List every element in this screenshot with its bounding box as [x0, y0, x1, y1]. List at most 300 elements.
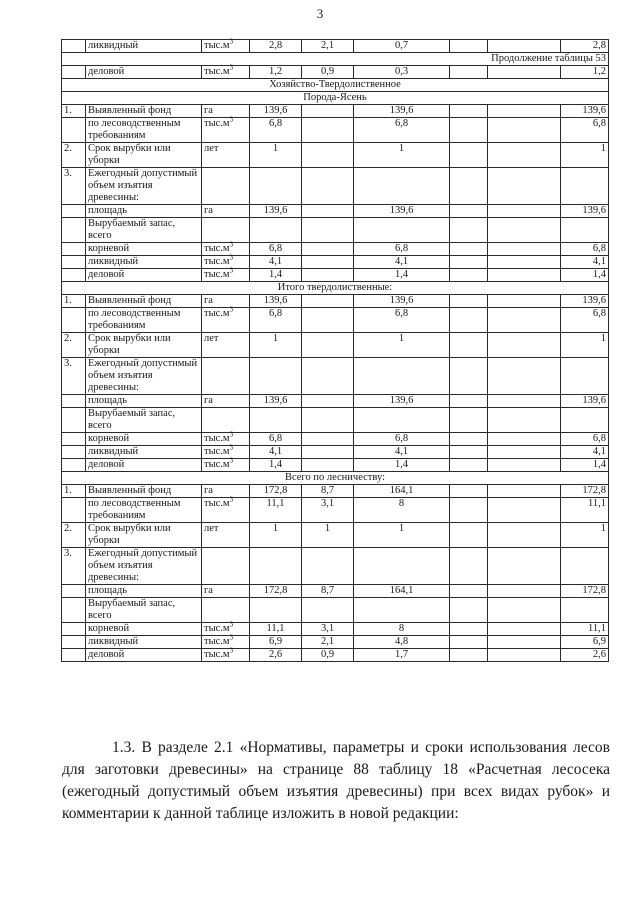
value-total: 2,8 [561, 40, 609, 53]
section-header-row [62, 472, 609, 485]
value-col-4 [450, 498, 488, 523]
row-number: 2. [62, 143, 86, 168]
value-col-2 [302, 143, 354, 168]
row-number: 1. [62, 295, 86, 308]
row-name: корневой [86, 433, 202, 446]
value-col-4 [450, 143, 488, 168]
value-col-1: 139,6 [250, 295, 302, 308]
value-col-2 [302, 218, 354, 243]
value-col-1 [250, 408, 302, 433]
value-col-4 [450, 168, 488, 205]
value-total: 6,8 [561, 433, 609, 446]
value-col-5 [488, 105, 561, 118]
value-col-3: 1,7 [354, 649, 450, 662]
value-col-5 [488, 333, 561, 358]
row-unit: лет [202, 143, 250, 168]
value-col-1 [250, 598, 302, 623]
table-row [62, 105, 609, 118]
value-total [561, 548, 609, 585]
table-row [62, 446, 609, 459]
value-col-5 [488, 498, 561, 523]
value-col-4 [450, 433, 488, 446]
value-col-1: 6,8 [250, 118, 302, 143]
row-unit: $тыс.м^3$ [202, 269, 250, 282]
value-col-2 [302, 598, 354, 623]
value-col-3: 139,6 [354, 205, 450, 218]
row-number [62, 598, 86, 623]
table-row [62, 498, 609, 523]
row-name: площадь [86, 205, 202, 218]
value-col-3: 0,7 [354, 40, 450, 53]
row-unit: $тыс.м^3$ [202, 118, 250, 143]
table-row [62, 308, 609, 333]
row-name: ликвидный [86, 636, 202, 649]
row-number [62, 269, 86, 282]
row-unit: га [202, 585, 250, 598]
table-row [62, 459, 609, 472]
value-col-4 [450, 295, 488, 308]
value-col-1: 1,4 [250, 269, 302, 282]
table-row [62, 269, 609, 282]
value-col-1: 11,1 [250, 623, 302, 636]
value-col-5 [488, 269, 561, 282]
value-total: 6,8 [561, 243, 609, 256]
row-name: Вырубаемый запас, всего [86, 408, 202, 433]
value-col-2: 8,7 [302, 485, 354, 498]
value-total: 6,8 [561, 118, 609, 143]
row-unit [202, 358, 250, 395]
value-col-5 [488, 118, 561, 143]
value-col-5 [488, 40, 561, 53]
value-col-2: 2,1 [302, 40, 354, 53]
row-number [62, 308, 86, 333]
value-col-2 [302, 446, 354, 459]
row-number: 3. [62, 548, 86, 585]
row-unit: га [202, 485, 250, 498]
row-unit: $тыс.м^3$ [202, 649, 250, 662]
value-col-4 [450, 649, 488, 662]
row-name: корневой [86, 623, 202, 636]
value-col-3: 6,8 [354, 308, 450, 333]
value-col-2 [302, 295, 354, 308]
row-name: Срок вырубки или уборки [86, 523, 202, 548]
value-col-2 [302, 105, 354, 118]
section-header: Хозяйство-Твердолиственное [62, 79, 609, 92]
value-col-5 [488, 243, 561, 256]
row-name: Выявленный фонд [86, 105, 202, 118]
value-col-1: 6,8 [250, 243, 302, 256]
table-row [62, 40, 609, 53]
value-col-5 [488, 256, 561, 269]
value-col-2 [302, 459, 354, 472]
value-col-4 [450, 408, 488, 433]
row-number [62, 649, 86, 662]
value-col-5 [488, 168, 561, 205]
row-unit: $тыс.м^3$ [202, 40, 250, 53]
value-total [561, 408, 609, 433]
value-total: 11,1 [561, 498, 609, 523]
row-number [62, 585, 86, 598]
row-unit: $тыс.м^3$ [202, 636, 250, 649]
row-number [62, 256, 86, 269]
value-col-1 [250, 218, 302, 243]
value-col-3 [354, 598, 450, 623]
table-row [62, 408, 609, 433]
value-col-3: 4,8 [354, 636, 450, 649]
page-number: 3 [316, 6, 324, 21]
row-unit [202, 168, 250, 205]
table-row [62, 636, 609, 649]
value-col-1 [250, 168, 302, 205]
value-col-1: 172,8 [250, 485, 302, 498]
value-col-5 [488, 205, 561, 218]
row-name: Ежегодный допустимый объем изъятия древесины: [86, 168, 202, 205]
row-name: корневой [86, 243, 202, 256]
value-col-3: 1 [354, 143, 450, 168]
row-name: деловой [86, 649, 202, 662]
value-col-3: 164,1 [354, 485, 450, 498]
value-col-2 [302, 269, 354, 282]
table-row [62, 168, 609, 205]
value-total: 6,8 [561, 308, 609, 333]
table-row [62, 358, 609, 395]
value-col-4 [450, 205, 488, 218]
value-col-2 [302, 168, 354, 205]
value-total: 1 [561, 333, 609, 358]
value-col-4 [450, 256, 488, 269]
table-row [62, 598, 609, 623]
value-col-5 [488, 358, 561, 395]
value-col-3: 1,4 [354, 459, 450, 472]
table-row [62, 143, 609, 168]
value-col-5 [488, 446, 561, 459]
row-unit: $тыс.м^3$ [202, 66, 250, 79]
row-name: деловой [86, 66, 202, 79]
value-col-4 [450, 269, 488, 282]
row-name: площадь [86, 395, 202, 408]
value-total: 1,2 [561, 66, 609, 79]
value-col-4 [450, 623, 488, 636]
value-col-1: 6,8 [250, 308, 302, 333]
value-col-2 [302, 358, 354, 395]
value-col-3: 1 [354, 333, 450, 358]
table-row [62, 256, 609, 269]
value-col-5 [488, 408, 561, 433]
value-col-2 [302, 205, 354, 218]
row-number [62, 66, 86, 79]
value-col-4 [450, 308, 488, 333]
value-col-3: 4,1 [354, 446, 450, 459]
value-col-3: 139,6 [354, 395, 450, 408]
value-col-2 [302, 548, 354, 585]
value-col-4 [450, 66, 488, 79]
value-total: 4,1 [561, 446, 609, 459]
value-total: 1,4 [561, 269, 609, 282]
row-number [62, 459, 86, 472]
value-col-3 [354, 218, 450, 243]
value-total: 11,1 [561, 623, 609, 636]
section-header-row [62, 79, 609, 92]
row-number [62, 118, 86, 143]
value-col-4 [450, 243, 488, 256]
table-row [62, 548, 609, 585]
value-col-2 [302, 256, 354, 269]
row-name: ликвидный [86, 446, 202, 459]
row-number [62, 623, 86, 636]
value-col-2 [302, 118, 354, 143]
value-col-3: 6,8 [354, 118, 450, 143]
row-number: 2. [62, 333, 86, 358]
value-col-1 [250, 548, 302, 585]
row-number [62, 636, 86, 649]
value-col-1: 4,1 [250, 446, 302, 459]
value-col-1: 6,9 [250, 636, 302, 649]
value-total: 139,6 [561, 105, 609, 118]
table-row [62, 395, 609, 408]
value-col-5 [488, 598, 561, 623]
row-name: по лесоводственным требованиям [86, 498, 202, 523]
value-col-5 [488, 485, 561, 498]
row-name: Вырубаемый запас, всего [86, 598, 202, 623]
value-total [561, 218, 609, 243]
value-col-2: 2,1 [302, 636, 354, 649]
value-col-2: 8,7 [302, 585, 354, 598]
row-name: Срок вырубки или уборки [86, 333, 202, 358]
row-unit [202, 218, 250, 243]
row-unit: га [202, 395, 250, 408]
table-row [62, 295, 609, 308]
row-number: 1. [62, 485, 86, 498]
value-col-3 [354, 548, 450, 585]
value-col-4 [450, 523, 488, 548]
value-col-4 [450, 585, 488, 598]
row-unit: $тыс.м^3$ [202, 446, 250, 459]
value-col-3: 8 [354, 498, 450, 523]
row-number [62, 395, 86, 408]
section-header-row [62, 53, 609, 66]
value-total: 1 [561, 523, 609, 548]
value-total: 6,9 [561, 636, 609, 649]
row-unit: га [202, 205, 250, 218]
row-name: по лесоводственным требованиям [86, 118, 202, 143]
value-col-1: 1,4 [250, 459, 302, 472]
value-col-3: 6,8 [354, 243, 450, 256]
value-col-5 [488, 623, 561, 636]
value-total [561, 168, 609, 205]
value-col-3: 1 [354, 523, 450, 548]
row-name: площадь [86, 585, 202, 598]
value-col-2: 3,1 [302, 498, 354, 523]
value-col-4 [450, 636, 488, 649]
row-name: ликвидный [86, 256, 202, 269]
value-col-4 [450, 395, 488, 408]
row-unit: $тыс.м^3$ [202, 623, 250, 636]
value-col-1: 1,2 [250, 66, 302, 79]
value-col-1: 2,6 [250, 649, 302, 662]
value-col-5 [488, 295, 561, 308]
table-row [62, 205, 609, 218]
value-col-5 [488, 548, 561, 585]
row-number [62, 446, 86, 459]
section-header: Продолжение таблицы 53 [62, 53, 609, 66]
row-unit: $тыс.м^3$ [202, 498, 250, 523]
row-unit [202, 548, 250, 585]
table-row [62, 333, 609, 358]
value-col-1: 1 [250, 143, 302, 168]
section-header: Порода-Ясень [62, 92, 609, 105]
table-row [62, 243, 609, 256]
value-total: 1 [561, 143, 609, 168]
value-col-1: 2,8 [250, 40, 302, 53]
row-name: деловой [86, 269, 202, 282]
value-col-3 [354, 408, 450, 433]
value-col-2: 0,9 [302, 649, 354, 662]
value-col-3: 4,1 [354, 256, 450, 269]
forest-table [61, 39, 609, 662]
table-row [62, 485, 609, 498]
value-col-3 [354, 168, 450, 205]
value-col-3: 1,4 [354, 269, 450, 282]
value-col-2 [302, 395, 354, 408]
value-col-2 [302, 433, 354, 446]
row-unit: $тыс.м^3$ [202, 243, 250, 256]
row-unit: $тыс.м^3$ [202, 308, 250, 333]
row-name: Выявленный фонд [86, 485, 202, 498]
row-number: 1. [62, 105, 86, 118]
value-col-3: 8 [354, 623, 450, 636]
row-number [62, 40, 86, 53]
value-col-1: 6,8 [250, 433, 302, 446]
row-number [62, 205, 86, 218]
row-unit: $тыс.м^3$ [202, 433, 250, 446]
value-col-5 [488, 143, 561, 168]
value-col-1: 172,8 [250, 585, 302, 598]
table-row [62, 433, 609, 446]
row-unit [202, 598, 250, 623]
table-row [62, 623, 609, 636]
row-name: Ежегодный допустимый объем изъятия древесины: [86, 358, 202, 395]
row-name: ликвидный [86, 40, 202, 53]
value-col-4 [450, 459, 488, 472]
table-row [62, 649, 609, 662]
table-row [62, 118, 609, 143]
row-number [62, 433, 86, 446]
value-col-5 [488, 459, 561, 472]
value-total: 4,1 [561, 256, 609, 269]
value-col-2 [302, 243, 354, 256]
value-col-5 [488, 636, 561, 649]
value-col-3: 164,1 [354, 585, 450, 598]
value-col-3: 139,6 [354, 105, 450, 118]
value-total: 2,6 [561, 649, 609, 662]
row-name: Срок вырубки или уборки [86, 143, 202, 168]
value-col-2 [302, 333, 354, 358]
value-col-1: 11,1 [250, 498, 302, 523]
row-name: по лесоводственным требованиям [86, 308, 202, 333]
value-total: 139,6 [561, 205, 609, 218]
value-total [561, 598, 609, 623]
value-col-2: 1 [302, 523, 354, 548]
row-name: Вырубаемый запас, всего [86, 218, 202, 243]
value-total: 139,6 [561, 295, 609, 308]
table-row [62, 523, 609, 548]
row-number [62, 218, 86, 243]
value-col-4 [450, 333, 488, 358]
value-col-4 [450, 358, 488, 395]
row-unit: $тыс.м^3$ [202, 256, 250, 269]
value-col-2: 3,1 [302, 623, 354, 636]
value-col-1: 4,1 [250, 256, 302, 269]
value-col-4 [450, 485, 488, 498]
value-col-1: 139,6 [250, 105, 302, 118]
value-col-5 [488, 585, 561, 598]
value-col-5 [488, 308, 561, 333]
row-unit: лет [202, 523, 250, 548]
value-col-3 [354, 358, 450, 395]
value-col-5 [488, 523, 561, 548]
value-col-1: 139,6 [250, 395, 302, 408]
row-unit: лет [202, 333, 250, 358]
value-col-5 [488, 66, 561, 79]
row-number: 3. [62, 168, 86, 205]
value-total [561, 358, 609, 395]
section-header-row [62, 282, 609, 295]
table-row [62, 218, 609, 243]
value-col-4 [450, 548, 488, 585]
value-col-5 [488, 218, 561, 243]
value-col-1: 139,6 [250, 205, 302, 218]
row-unit [202, 408, 250, 433]
value-col-2 [302, 308, 354, 333]
value-col-3: 6,8 [354, 433, 450, 446]
value-col-1: 1 [250, 523, 302, 548]
row-number: 2. [62, 523, 86, 548]
value-col-5 [488, 433, 561, 446]
row-number [62, 498, 86, 523]
value-total: 139,6 [561, 395, 609, 408]
row-unit: $тыс.м^3$ [202, 459, 250, 472]
row-number [62, 243, 86, 256]
table-row [62, 66, 609, 79]
row-name: Ежегодный допустимый объем изъятия древесины: [86, 548, 202, 585]
value-total: 172,8 [561, 485, 609, 498]
row-name: деловой [86, 459, 202, 472]
value-col-4 [450, 118, 488, 143]
section-header-row [62, 92, 609, 105]
row-unit: га [202, 105, 250, 118]
value-col-4 [450, 598, 488, 623]
row-number: 3. [62, 358, 86, 395]
value-col-3: 0,3 [354, 66, 450, 79]
value-col-4 [450, 40, 488, 53]
row-number [62, 408, 86, 433]
value-col-3: 139,6 [354, 295, 450, 308]
value-col-5 [488, 649, 561, 662]
section-header: Итого твердолиственные: [62, 282, 609, 295]
table-row [62, 585, 609, 598]
value-col-1 [250, 358, 302, 395]
amendment-paragraph: 1.3. В разделе 2.1 «Нормативы, параметры и сроки использования лесов для заготовки древесины» на странице 88 таблицу 18 «Расчетная лесосека (ежегодный допустимый объем изъятия древесины) при всех видах рубок» и комментарии к данной таблице изложить в новой редакции: [62, 739, 610, 822]
value-col-2: 0,9 [302, 66, 354, 79]
value-total: 172,8 [561, 585, 609, 598]
value-col-4 [450, 218, 488, 243]
section-header: Всего по лесничеству: [62, 472, 609, 485]
row-name: Выявленный фонд [86, 295, 202, 308]
value-col-5 [488, 395, 561, 408]
row-unit: га [202, 295, 250, 308]
value-col-2 [302, 408, 354, 433]
value-col-4 [450, 446, 488, 459]
